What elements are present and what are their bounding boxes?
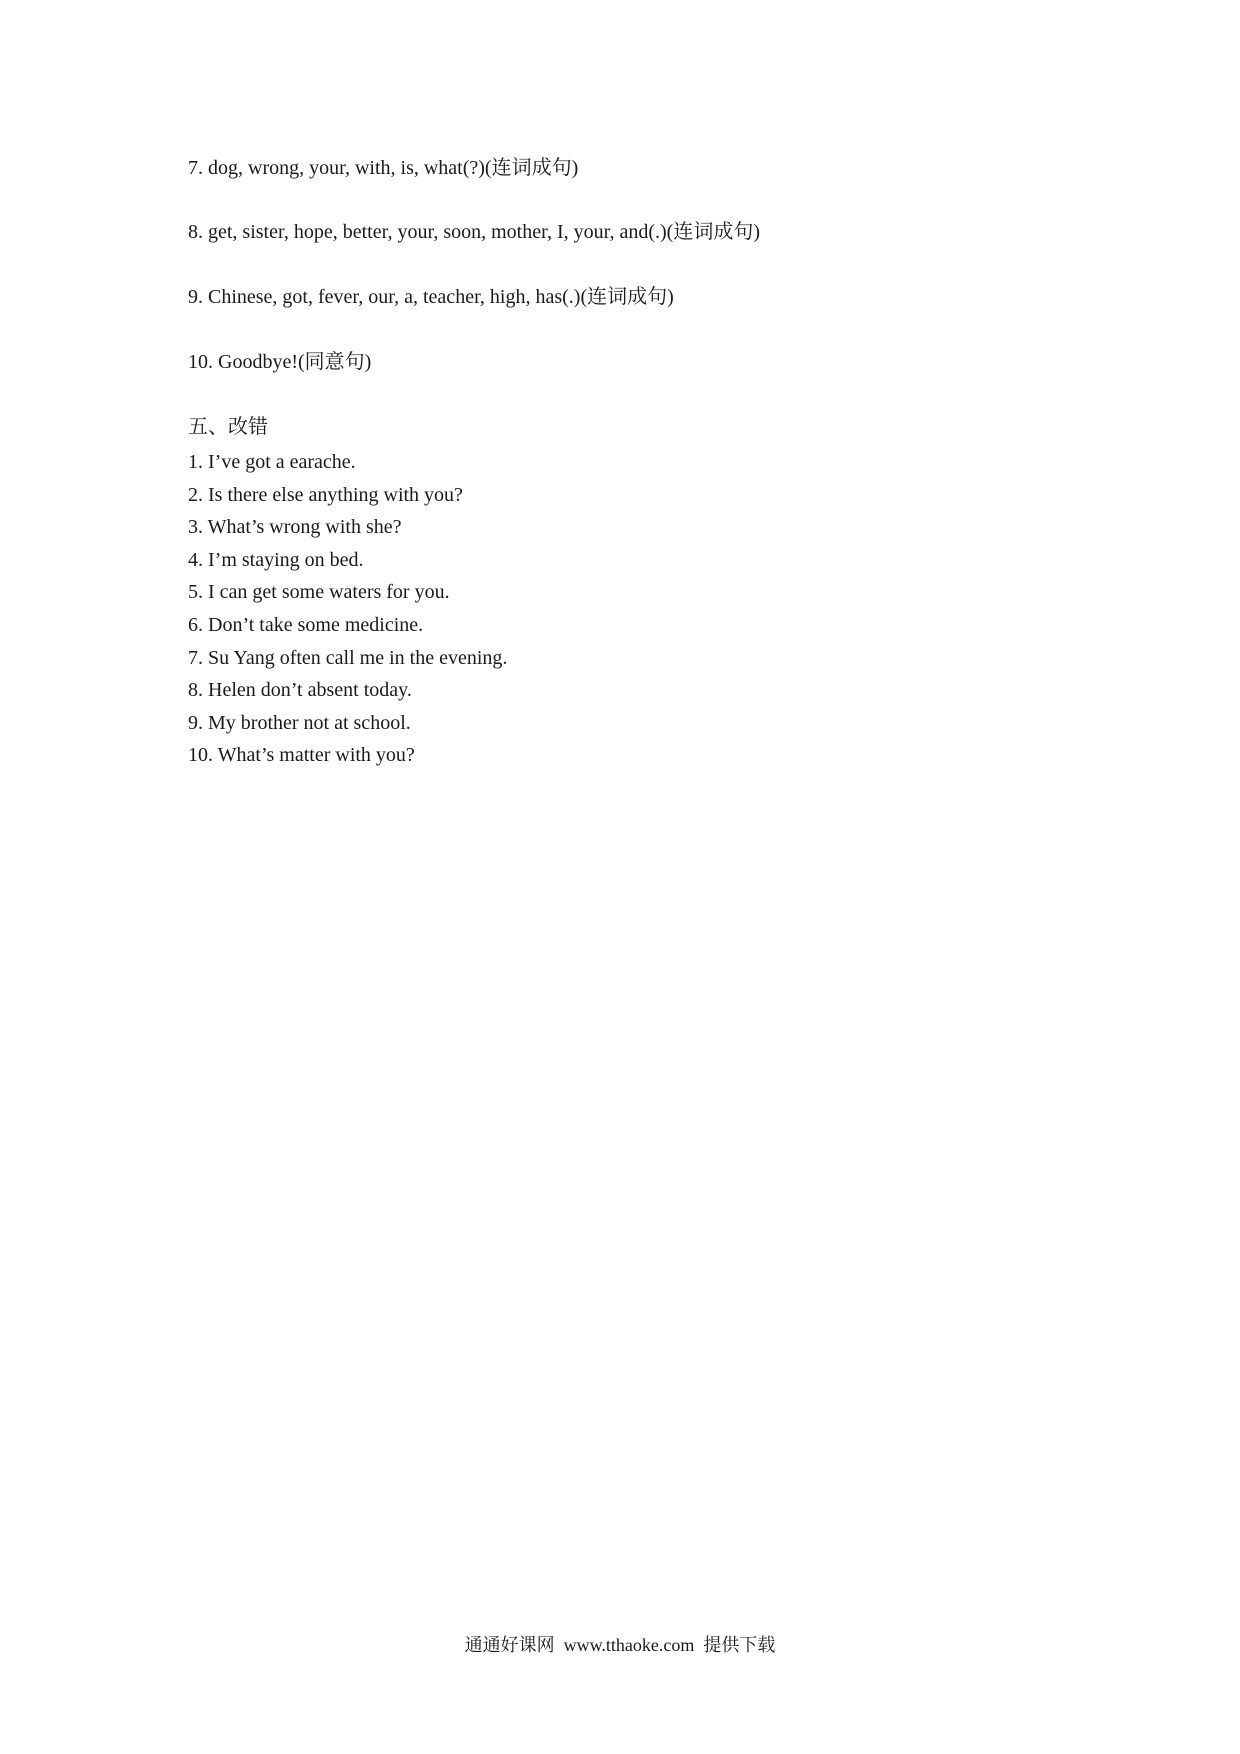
question-8: 8. get, sister, hope, better, your, soon, mother, I, your, and(.)(连词成句) [188,221,760,243]
list-item: 9. My brother not at school. [188,711,411,734]
section-title: 五、改错 [188,416,268,438]
question-9: 9. Chinese, got, fever, our, a, teacher, high, has(.)(连词成句) [188,286,674,308]
list-item: 6. Don’t take some medicine. [188,613,424,636]
list-item: 2. Is there else anything with you? [188,483,463,506]
question-7: 7. dog, wrong, your, with, is, what(?)(连词成句) [188,157,579,179]
list-item: 1. I’ve got a earache. [188,451,356,473]
list-item: 5. I can get some waters for you. [188,581,450,604]
list-item: 7. Su Yang often call me in the evening. [188,646,508,669]
error-correction-list [188,446,507,772]
list-item: 4. I’m staying on bed. [188,548,364,571]
list-item: 8. Helen don’t absent today. [188,679,412,702]
list-item: 10. What’s matter with you? [188,744,415,767]
footer-source-note: 通通好课网 www.tthaoke.com 提供下载 [464,1635,776,1655]
list-item: 3. What’s wrong with she? [188,516,402,539]
question-10: 10. Goodbye!(同意句) [188,351,372,373]
